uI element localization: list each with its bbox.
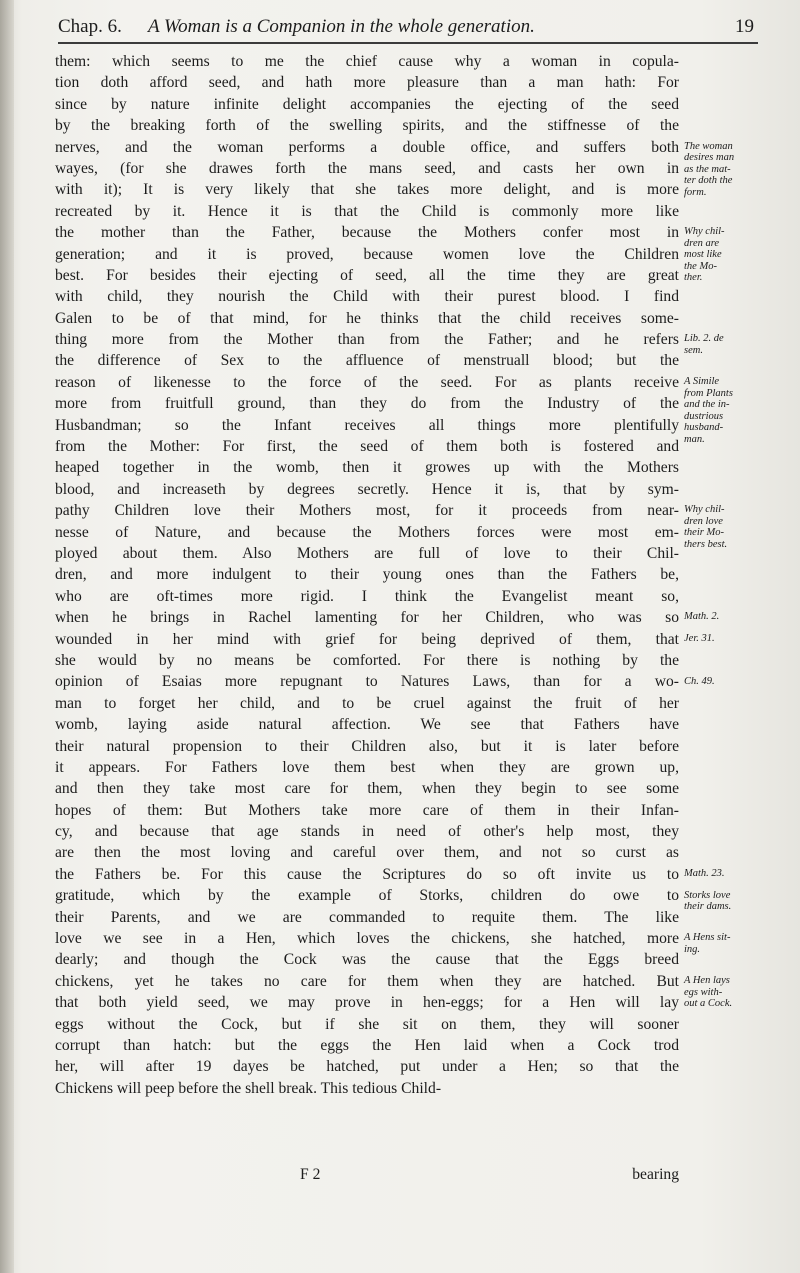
marginal-note [684,932,784,955]
marginal-note-line: A Simile [684,376,720,387]
marginal-note [684,633,784,645]
header-rule [58,42,758,44]
running-title: A Woman is a Companion in the whole generation. [148,16,535,37]
marginal-note [684,890,784,913]
marginal-note-line: Ch. 49. [684,675,715,687]
marginal-note-line: Why chil- [684,504,725,516]
marginal-note-line: dren love [684,515,723,527]
text-line: that both yield seed, we may prove in hen-eggs; for a Hen will lay [55,994,679,1012]
marginal-note [684,376,784,445]
marginal-note-line: thers best. [684,538,728,550]
marginal-note [684,504,784,550]
text-line: nesse of Nature, and because the Mothers forces were most em- [55,523,679,541]
marginal-note-line: husband- [684,422,724,433]
marginal-note [684,676,784,688]
marginal-note-line: and the in- [684,399,730,410]
text-line: Husbandman; so the Infant receives all things more plentifully [55,416,679,434]
text-line: who are oft-times more rigid. I think the Evangelist meant so, [55,587,679,605]
text-line: tion doth afford seed, and hath more pleasure than a man hath: For [55,74,679,92]
marginal-note [684,226,784,284]
text-line: recreated by it. Hence it is that the Child is commonly more like [55,202,679,220]
text-line: she would by no means be comforted. For there is nothing by the [55,651,679,669]
text-line: generation; and it is proved, because women love the Children [55,245,679,263]
text-line: her, will after 19 dayes be hatched, put under a Hen; so that the [55,1058,679,1076]
text-line: their natural propension to their Children also, but it is later before [55,737,679,755]
text-line: when he brings in Rachel lamenting for her Children, who was so [55,609,679,627]
marginal-note-line: as the mat- [684,163,731,175]
text-line: it appears. For Fathers love them best when they are grown up, [55,758,679,776]
marginal-note-line: ing. [684,943,701,955]
marginal-note-line: man. [684,433,705,445]
marginal-note [684,611,784,623]
text-line: with child, they nourish the Child with their purest blood. I find [55,288,679,306]
text-line: chickens, yet he takes no care for them when they are hatched. But [55,972,679,990]
text-line: eggs without the Cock, but if she sit on them, they will sooner [55,1015,679,1033]
marginal-note-line: egs with- [684,986,723,998]
text-line: reason of likenesse to the force of the seed. For as plants receive [55,373,679,391]
marginal-note-line: their Mo- [684,527,724,539]
marginal-note-line: dustrious [684,410,724,422]
text-line: dren, and more indulgent to their young ones than the Fathers be, [55,566,679,584]
marginal-note-line: most like [684,249,722,261]
marginal-note [684,333,784,356]
marginal-note-line: ther. [684,272,703,284]
marginal-note [684,868,784,880]
text-line: cy, and because that age stands in need of other's help most, they [55,823,679,841]
text-line: Chickens will peep before the shell break. This tedious Child- [55,1079,442,1097]
text-line: the difference of Sex to the affluence of menstruall blood; but the [55,352,679,370]
text-line: them: which seems to me the chief cause why a woman in copula- [55,53,679,70]
text-line: love we see in a Hen, which loves the chickens, she hatched, more [55,930,679,948]
marginal-note-line: Math. 2. [684,611,720,623]
marginal-note-line: Math. 23. [684,868,725,880]
text-line: and then they take most care for them, when they begin to see some [55,780,679,798]
marginal-note-line: A Hen lays [684,975,730,987]
marginal-note-line: A Hens sit- [684,932,731,944]
text-line: wayes, (for she drawes forth the mans seed, and casts her own in [55,159,679,177]
marginal-note-line: the Mo- [684,260,717,272]
text-line: ployed about them. Also Mothers are full of love to their Chil- [55,544,679,562]
marginal-note [684,975,784,1010]
chapter-label: Chap. 6. [58,16,122,37]
marginal-note-line: Why chil- [684,226,725,238]
text-line: blood, and increaseth by degrees secretly. Hence it is, that by sym- [55,480,679,498]
marginal-note-line: form. [684,186,707,198]
signature-mark: F 2 [300,1166,321,1183]
marginal-note-line: Jer. 31. [684,632,715,644]
text-line: heaped together in the womb, then it growes up with the Mothers [55,459,679,477]
text-line: with it); It is very likely that she takes more delight, and is more [55,181,679,199]
marginal-note-line: out a Cock. [684,998,733,1010]
marginal-note-line: dren are [684,237,720,249]
marginal-note [684,141,784,199]
marginal-note-line: Storks love [684,889,731,901]
page-footer [55,1166,679,1188]
text-line: are then the most loving and careful over them, and not so curst as [55,844,679,862]
text-line: the Fathers be. For this cause the Scriptures do so oft invite us to [55,865,679,883]
marginal-note-line: ter doth the [684,175,733,187]
text-line: their Parents, and we are commanded to requite them. The like [55,908,679,926]
text-line: dearly; and though the Cock was the cause that the Eggs breed [55,951,679,969]
running-header [58,16,778,40]
text-line: thing more from the Mother than from the Father; and he refers [55,331,679,349]
text-line: since by nature infinite delight accompanies the ejecting of the seed [55,95,679,113]
catchword: bearing [632,1166,679,1183]
marginal-note-line: from Plants [684,387,733,399]
marginal-note-line: desires man [684,152,735,164]
binding-gutter [0,0,14,1273]
text-line: hopes of them: But Mothers take more care of them in their Infan- [55,801,679,819]
marginal-note-line: Lib. 2. de [684,333,724,345]
text-line: opinion of Esaias more repugnant to Natures Laws, than for a wo- [55,673,679,691]
text-line: man to forget her child, and to be cruel against the fruit of her [55,694,679,712]
text-line: nerves, and the woman performs a double office, and suffers both [55,138,679,156]
text-line: from the Mother: For first, the seed of them both is fostered and [55,438,679,456]
body-text [55,51,679,1099]
text-line: womb, laying aside natural affection. We see that Fathers have [55,716,679,734]
text-line: best. For besides their ejecting of seed, all the time they are great [55,266,679,284]
marginal-note-line: their dams. [684,901,732,913]
text-line: gratitude, which by the example of Storks, children do owe to [55,887,679,905]
text-line: wounded in her mind with grief for being deprived of them, that [55,630,679,648]
text-line: more from fruitfull ground, than they do from the Industry of the [55,395,679,413]
page-number: 19 [735,16,754,37]
marginal-note-line: sem. [684,344,703,356]
text-line: Galen to be of that mind, for he thinks that the child receives some- [55,309,679,327]
text-line: by the breaking forth of the swelling spirits, and the stiffnesse of the [55,117,679,135]
text-line: pathy Children love their Mothers most, for it proceeds from near- [55,502,679,520]
text-line: the mother than the Father, because the Mothers confer most in [55,224,679,242]
marginal-note-line: The woman [684,140,733,152]
text-line: corrupt than hatch: but the eggs the Hen laid when a Cock trod [55,1036,679,1054]
